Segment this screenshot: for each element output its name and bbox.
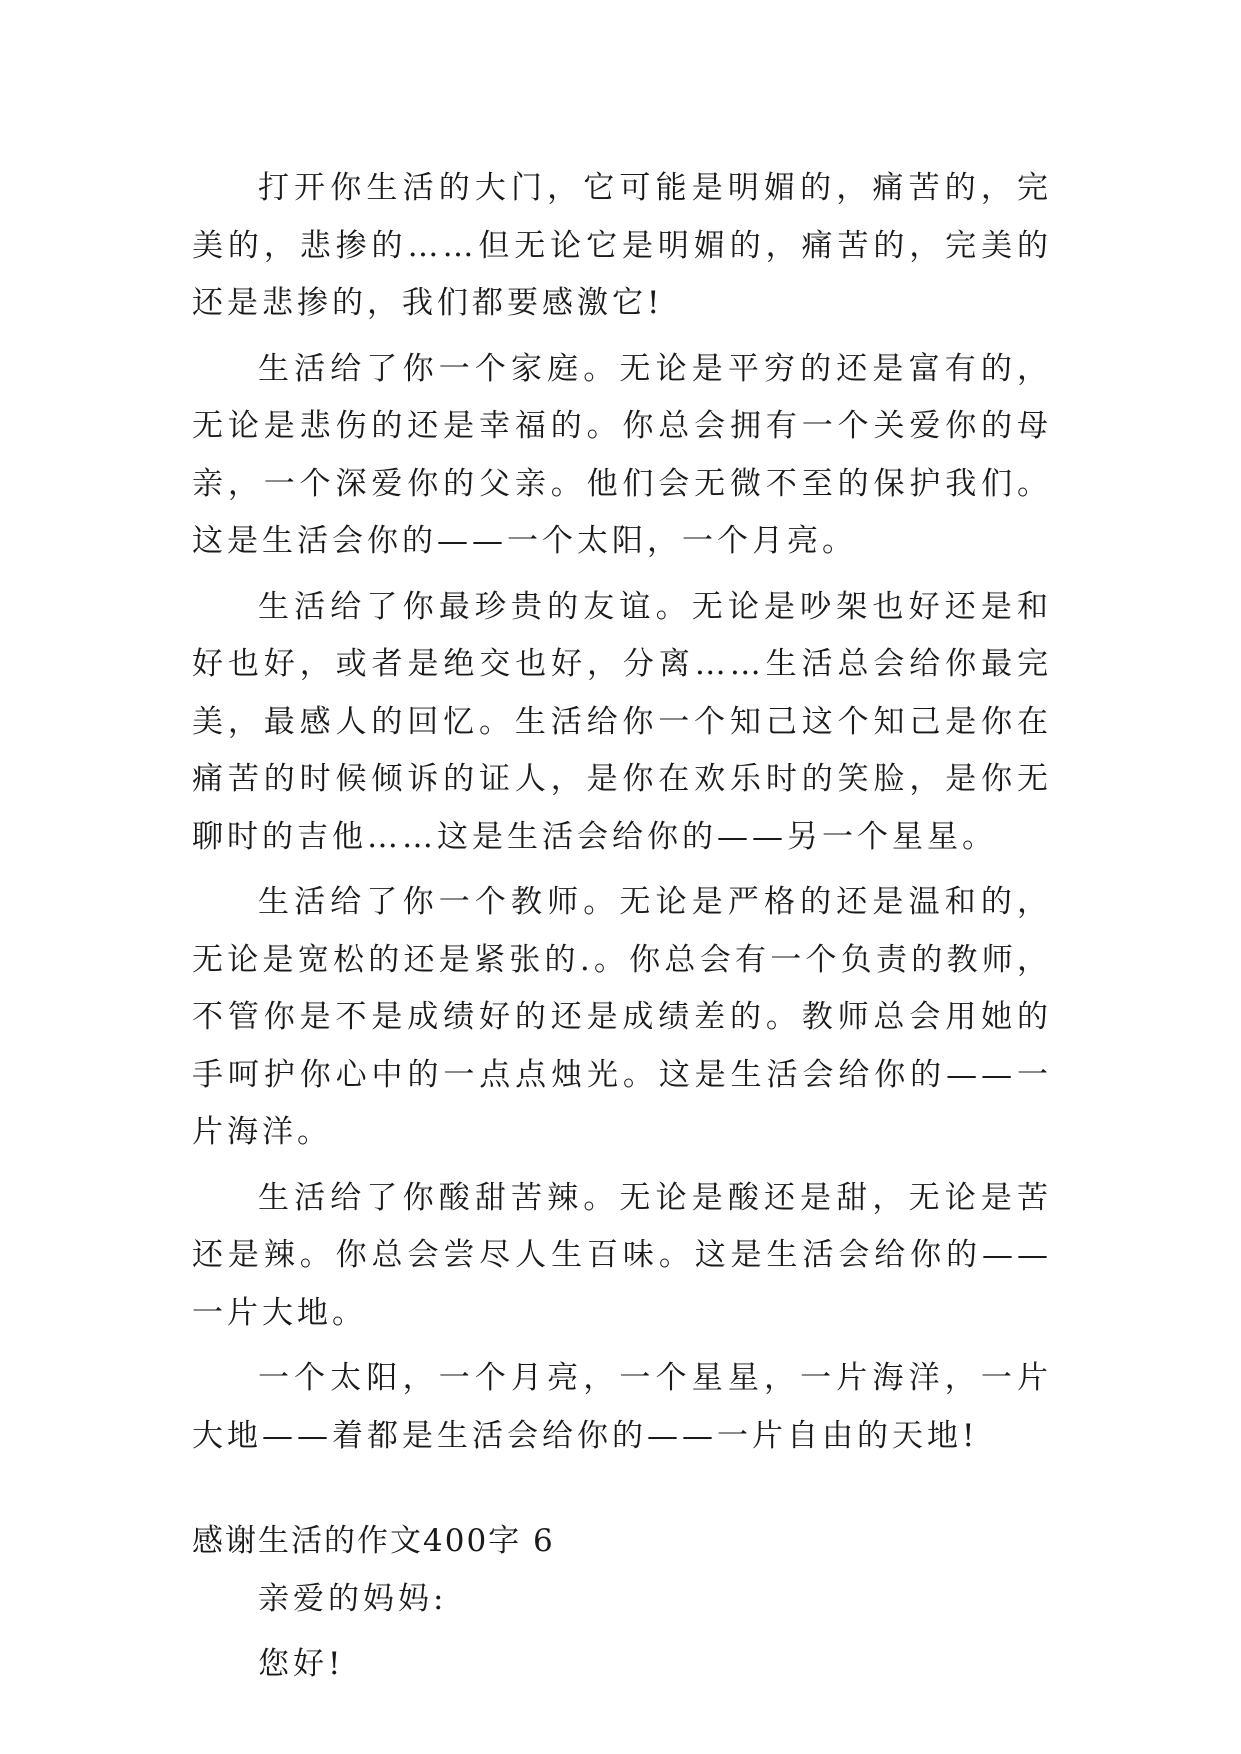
paragraph-6: 一个太阳，一个月亮，一个星星，一片海洋，一片大地——着都是生活会给你的——一片自由的天地! (192, 1360, 1052, 1454)
document-page (192, 160, 1052, 1694)
letter-greeting: 您好! (258, 1646, 345, 1682)
paragraph-1: 打开你生活的大门，它可能是明媚的，痛苦的，完美的，悲掺的……但无论它是明媚的，痛苦的，完美的还是悲掺的，我们都要感激它! (192, 170, 1052, 321)
paragraph-5: 生活给了你酸甜苦辣。无论是酸还是甜，无论是苦还是辣。你总会尝尽人生百味。这是生活会给你的——一片大地。 (192, 1179, 1052, 1331)
essay-heading: 感谢生活的作文400字 6 (192, 1523, 555, 1559)
paragraph-4: 生活给了你一个教师。无论是严格的还是温和的，无论是宽松的还是紧张的.。你总会有一个负责的教师，不管你是不是成绩好的还是成绩差的。教师总会用她的手呵护你心中的一点点烛光。这是生活会给你的——一片海洋。 (192, 884, 1052, 1150)
paragraph-2: 生活给了你一个家庭。无论是平穷的还是富有的，无论是悲伤的还是幸福的。你总会拥有一个关爱你的母亲，一个深爱你的父亲。他们会无微不至的保护我们。这是生活会你的——一个太阳，一个月亮。 (192, 350, 1052, 559)
paragraph-3: 生活给了你最珍贵的友谊。无论是吵架也好还是和好也好，或者是绝交也好，分离……生活总会给你最完美，最感人的回忆。生活给你一个知己这个知己是你在痛苦的时候倾诉的证人，是你在欢乐时的笑脸，是你无聊时的吉他……这是生活会给你的——另一个星星。 (192, 588, 1052, 855)
letter-salutation: 亲爱的妈妈: (258, 1580, 448, 1617)
